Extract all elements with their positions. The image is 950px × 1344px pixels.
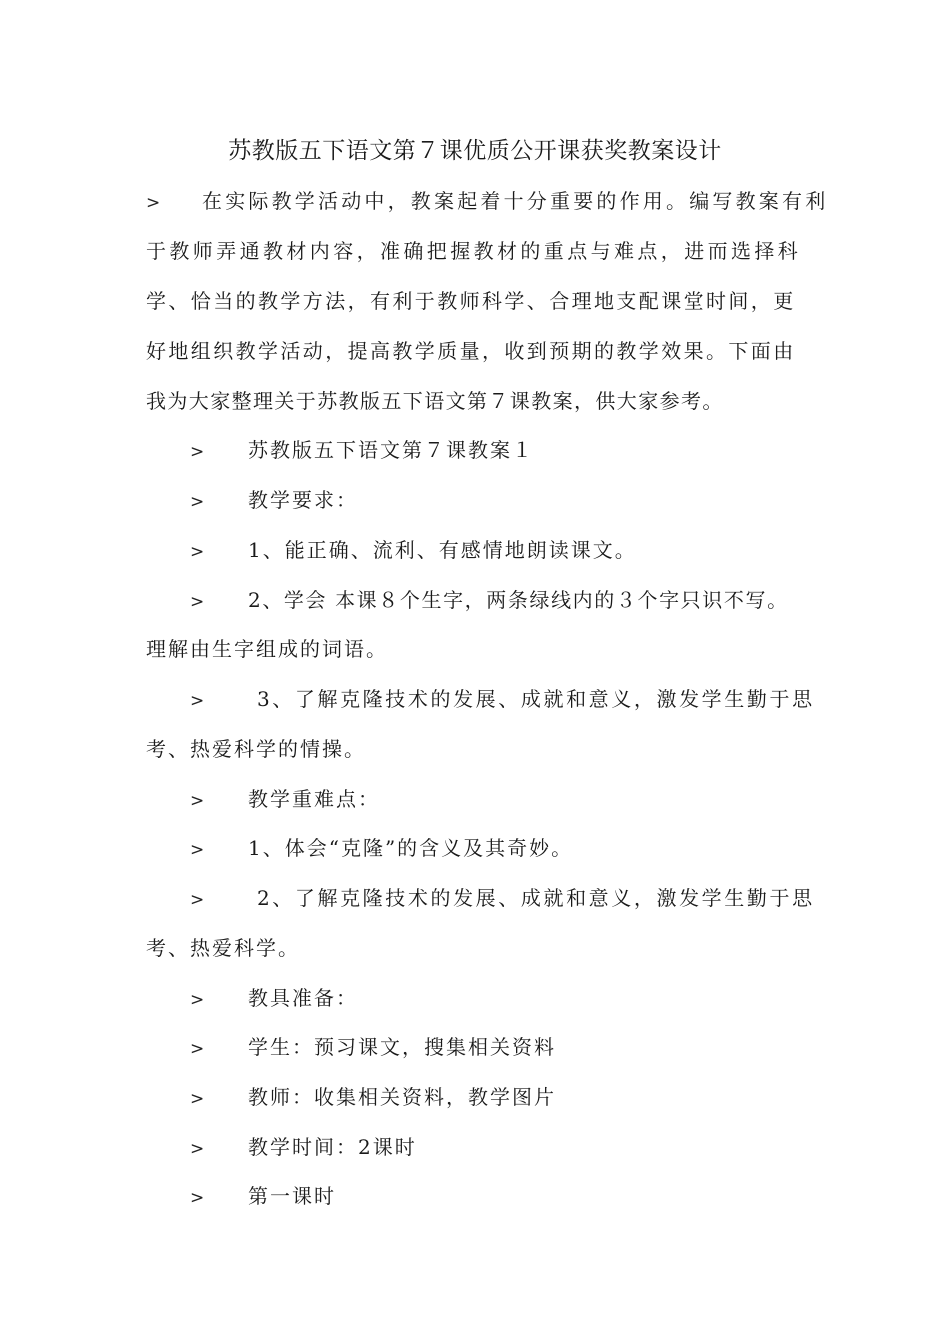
bullet-marker: >: [190, 1089, 205, 1109]
bullet-marker: >: [190, 1039, 205, 1059]
list-item-text: 教具准备：: [248, 986, 358, 1010]
list-item: [146, 873, 815, 923]
list-item: [146, 425, 806, 475]
bullet-marker: >: [190, 1139, 205, 1159]
list-item-continuation: 考、热爱科学的情操。: [146, 737, 366, 761]
intro-line-4: 好地组织教学活动，提高教学质量，收到预期的教学效果。下面由: [146, 339, 796, 363]
bullet-marker: >: [146, 193, 161, 213]
list-item-continuation: 考、热爱科学。: [146, 936, 300, 960]
list-item: [146, 575, 806, 625]
list-item-text: 学生：预习课文，搜集相关资料: [248, 1035, 556, 1059]
list-item: [146, 475, 806, 525]
intro-text-1: 在实际教学活动中，教案起着十分重要的作用。编写教案有利: [202, 189, 829, 213]
bullet-marker: >: [190, 592, 205, 612]
list-item: [146, 774, 806, 824]
list-item: [146, 1171, 806, 1221]
list-item-text: 教学要求：: [248, 488, 358, 512]
list-item-text: 教师：收集相关资料，教学图片: [248, 1085, 556, 1109]
list-item-text: 教学重难点：: [248, 787, 380, 811]
bullet-marker: >: [190, 990, 205, 1010]
intro-line-5: 我为大家整理关于苏教版五下语文第７课教案，供大家参考。: [146, 389, 724, 413]
list-item-text: 2、学会 本课８个生字，两条绿线内的３个字只识不写。: [248, 588, 789, 612]
list-item-text: 1、体会“克隆”的含义及其奇妙。: [248, 836, 574, 860]
bullet-marker: >: [190, 890, 205, 910]
bullet-marker: >: [190, 442, 205, 462]
document-title: 苏教版五下语文第７课优质公开课获奖教案设计: [228, 138, 722, 164]
list-item: [146, 1122, 806, 1172]
list-item: [146, 1022, 806, 1072]
list-item: [146, 1072, 806, 1122]
list-item-continuation: 理解由生字组成的词语。: [146, 637, 388, 661]
list-item-text: 教学时间：2课时: [248, 1135, 417, 1159]
bullet-marker: >: [190, 1188, 205, 1208]
bullet-marker: >: [190, 691, 205, 711]
bullet-marker: >: [190, 840, 205, 860]
list-item: [146, 674, 815, 724]
bullet-marker: >: [190, 492, 205, 512]
list-item: [146, 823, 806, 873]
intro-line-2: 于教师弄通教材内容，准确把握教材的重点与难点，进而选择科: [146, 239, 802, 263]
bullet-marker: >: [190, 791, 205, 811]
list-item: [146, 973, 806, 1023]
list-item: [146, 525, 806, 575]
list-item-text: 2、了解克隆技术的发展、成就和意义，激发学生勤于思: [248, 886, 815, 910]
intro-line-1: [146, 176, 829, 226]
list-item-text: 3、了解克隆技术的发展、成就和意义，激发学生勤于思: [248, 687, 815, 711]
bullet-marker: >: [190, 542, 205, 562]
list-item-text: 第一课时: [248, 1184, 336, 1208]
list-item-text: 苏教版五下语文第７课教案１: [248, 438, 534, 462]
intro-line-3: 学、恰当的教学方法，有利于教师科学、合理地支配课堂时间，更: [146, 289, 796, 313]
list-item-text: 1、能正确、流利、有感情地朗读课文。: [248, 538, 637, 562]
